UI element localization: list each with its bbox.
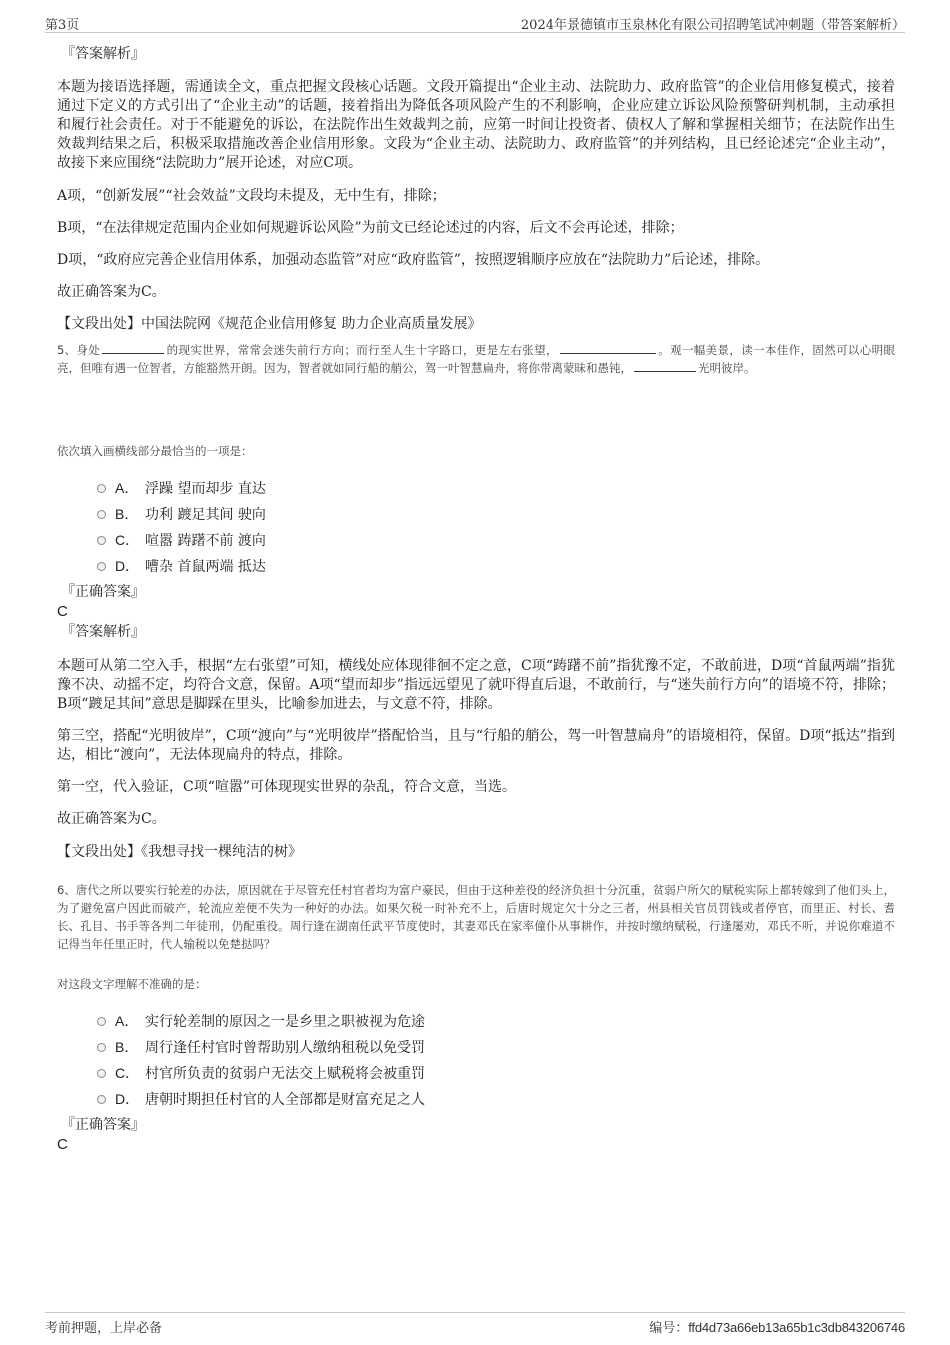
radio-icon[interactable] [97,562,106,571]
document-title: 2024年景德镇市玉泉林化有限公司招聘笔试冲刺题（带答案解析） [520,18,905,33]
question-5-answer: 『正确答案』 C 『答案解析』 [57,582,895,642]
page-number: 第3页 [45,18,80,33]
blank-3 [634,359,696,372]
answer-letter: C [57,1136,68,1153]
answer-letter: C [57,603,68,620]
question-6-stem: 6、唐代之所以要实行轮差的办法，原因就在于尽管充任村官者均为富户豪民，但由于这种差役的经济负担十分沉重，贫弱户所欠的赋税实际上都转嫁到了他们头上，为了避免富户因此而破产，轮流应差便不失为一种好的办法。如果欠税一时补充不上，后唐时规定欠十分之三者，州县相关官员罚钱或者停官，而里正、村长、耆长、孔目、书手等各判二年徒刑，仍配重役。周行逢在湖南任武平节度使时，其妻邓氏在家率僮仆从事耕作，并按时缴纳赋税，行逢屡劝，邓氏不听，并说你难道不记得当年任里正时，代人输税以免楚挞吗？ [57,883,895,951]
analysis-paragraph: B项，“在法律规定范围内企业如何规避诉讼风险”为前文已经论述过的内容，后文不会再论述，排除； [57,220,684,236]
option-c[interactable]: C． 村官所负责的贫弱户无法交上赋税将会被重罚 [97,1060,425,1086]
option-d[interactable]: D． 唐朝时期担任村官的人全部都是财富充足之人 [97,1086,425,1112]
page-footer [45,1312,905,1335]
option-a[interactable]: A． 实行轮差制的原因之一是乡里之职被视为危途 [97,1008,425,1034]
q4-analysis [57,62,895,334]
radio-icon[interactable] [97,1095,106,1104]
option-d[interactable]: D． 嘈杂 首鼠两端 抵达 [97,553,266,579]
option-c[interactable]: C． 喧嚣 踌躇不前 渡向 [97,527,266,553]
source-citation: 【文段出处】《我想寻找一棵纯洁的树》 [57,844,302,860]
radio-icon[interactable] [97,536,106,545]
analysis-paragraph: 故正确答案为C。 [57,811,166,827]
document-id: 编号：ffd4d73a66eb13a65b1c3db843206746 [649,1320,905,1336]
blank-1 [102,341,164,354]
option-a[interactable]: A． 浮躁 望而却步 直达 [97,475,266,501]
radio-icon[interactable] [97,510,106,519]
question-6-prompt: 对这段文字理解不准确的是： [57,977,207,991]
radio-icon[interactable] [97,1017,106,1026]
q4-analysis-label: 『答案解析』 [61,46,145,62]
radio-icon[interactable] [97,1069,106,1078]
option-b[interactable]: B． 功利 踱足其间 驶向 [97,501,266,527]
analysis-paragraph: 本题为接语选择题，需通读全文，重点把握文段核心话题。文段开篇提出“企业主动、法院助力、政府监管”的企业信用修复模式，接着通过下定义的方式引出了“企业主动”的话题，接着指出为降低各项风险产生的不利影响，企业应建立诉讼风险预警研判机制，主动承担和履行社会责任。对于不能避免的诉讼，在法院作出生效裁判之前，应第一时间让投资者、债权人了解和掌握相关细节；在法院作出生效裁判结果之后，积极采取措施改善企业信用形象。文段为“企业主动、法院助力、政府监管”的并列结构，且已经论述完“企业主动”，故接下来应围绕“法院助力”展开论述，对应C项。 [57,79,895,171]
question-5-options [97,475,266,579]
question-5-stem: 5、身处 的现实世界，常常会迷失前行方向；而行至人生十字路口，更是左右张望， 。观一幅美景，读一本佳作，固然可以心明眼亮，但唯有遇一位智者，方能豁然开朗。因为，智者就如同行船的艄公，驾一叶智慧扁舟，将你带离蒙昧和愚钝， 光明彼岸。 [57,343,896,375]
option-b[interactable]: B． 周行逢任村官时曾帮助别人缴纳租税以免受罚 [97,1034,425,1060]
question-6-answer: 『正确答案』 C [57,1115,895,1155]
analysis-paragraph: 故正确答案为C。 [57,284,166,300]
footer-slogan: 考前押题，上岸必备 [45,1321,163,1336]
radio-icon[interactable] [97,484,106,493]
question-5-analysis [57,641,895,862]
analysis-paragraph: 第三空，搭配“光明彼岸”，C项“渡向”与“光明彼岸”搭配恰当，且与“行船的艄公，驾一叶智慧扁舟”的语境相符，保留。D项“抵达”指到达，相比“渡向”，无法体现扁舟的特点，排除。 [57,728,895,763]
analysis-label: 『答案解析』 [61,624,145,640]
analysis-paragraph: A项，“创新发展”“社会效益”文段均未提及，无中生有，排除； [57,188,446,204]
radio-icon[interactable] [97,1043,106,1052]
analysis-paragraph: 本题可从第二空入手，根据“左右张望”可知，横线处应体现徘徊不定之意，C项“踌躇不前”指犹豫不定，不敢前进，D项“首鼠两端”指犹豫不决、动摇不定，均符合文意，保留。A项“望而却步”指远远望见了就吓得直后退，不敢前行，与“迷失前行方向”的语境不符，排除；B项“踱足其间”意思是脚踩在里头，比喻参加进去，与文意不符，排除。 [57,658,895,712]
question-5-prompt: 依次填入画横线部分最恰当的一项是： [57,444,253,458]
question-6-options [97,1008,425,1112]
analysis-paragraph: 第一空，代入验证，C项“喧嚣”可体现现实世界的杂乱，符合文意，当选。 [57,779,517,795]
analysis-paragraph: D项，“政府应完善企业信用体系，加强动态监管”对应“政府监管”，按照逻辑顺序应放在“法院助力”后论述，排除。 [57,252,770,268]
source-citation: 【文段出处】中国法院网《规范企业信用修复 助力企业高质量发展》 [57,316,482,332]
blank-2 [560,341,656,354]
page-header [45,12,905,33]
